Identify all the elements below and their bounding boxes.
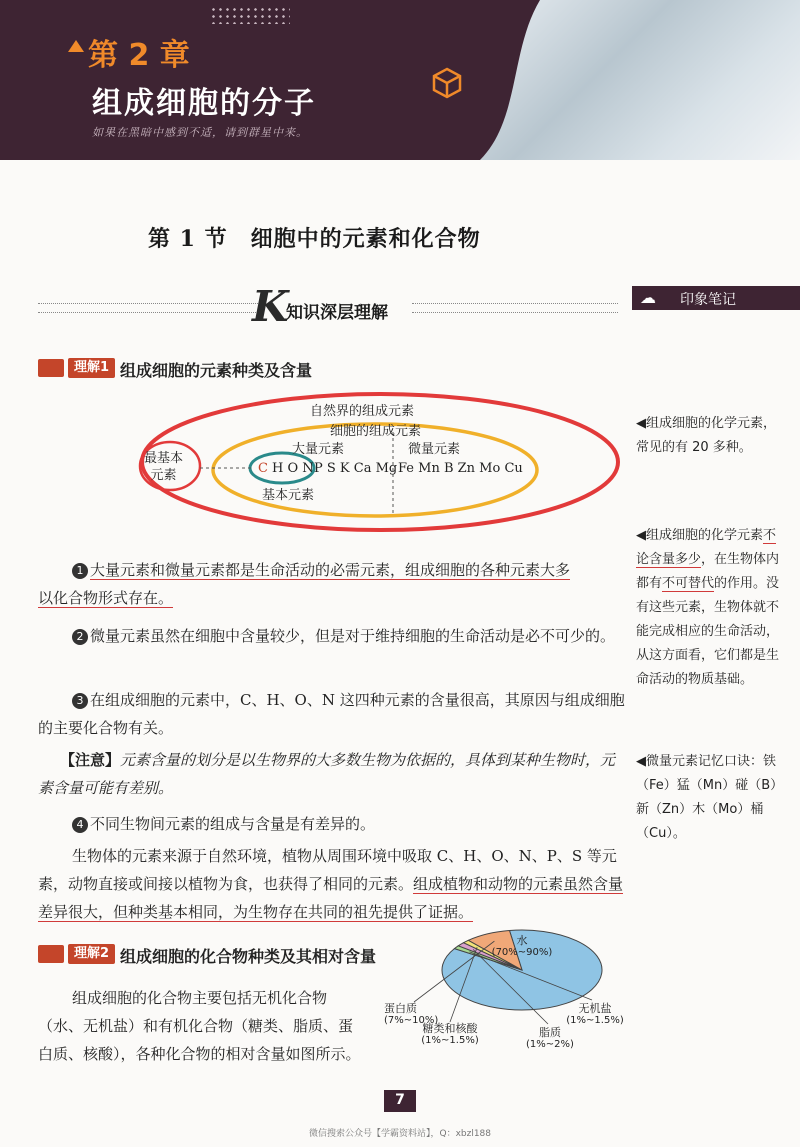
part2-text: 组成细胞的化合物主要包括无机化合物（水、无机盐）和有机化合物（糖类、脂质、蛋白质、核酸），各种化合物的相对含量如图所示。 [38,989,361,1063]
triangle-icon [68,40,84,52]
knowledge-bar-title: 知识深层理解 [286,303,388,323]
chapter-motto: 如果在黑暗中感到不适，请到群星中来。 [92,126,308,139]
lab-equipment-image [480,0,800,160]
book-icon [38,945,64,963]
cube-icon [430,66,464,100]
c-letter: C [258,461,268,476]
pie-label-0: 水 [516,934,528,947]
paragraph-4: 4 不同生物间元素的组成与含量是有差异的。 [38,810,628,838]
paragraph-3: 3 在组成细胞的元素中，C、H、O、N 这四种元素的含量很高，其原因与组成细胞的主要化合物有关。 [38,691,625,737]
macro-label: 大量元素 [292,442,345,457]
part1-title: 组成细胞的元素种类及含量 [120,361,313,380]
chapter-title: 组成细胞的分子 [92,86,316,121]
micro-elements: Fe Mn B Zn Mo Cu [398,461,523,476]
outer-label: 自然界的组成元素 [310,404,415,419]
pie-range-3: (1%~2%) [526,1039,574,1050]
part2-tag: 理解2 [68,944,115,964]
middle-label: 细胞的组成元素 [330,424,422,439]
paragraph-2: 2 微量元素虽然在细胞中含量较少，但是对于维持细胞的生命活动是必不可少的。 [38,622,628,650]
section-title: 第 1 节 细胞中的元素和化合物 [148,226,481,252]
part1-tag: 理解1 [68,358,115,378]
chapter-number: 第 2 章 [88,38,190,73]
pie-range-1: (7%~10%) [384,1015,439,1026]
pie-label-3: 脂质 [539,1026,561,1039]
basic-label: 最基本 元素 [144,451,184,483]
page-number: 7 [395,1092,405,1108]
book-icon [38,359,64,377]
pie-range-2: (1%~1.5%) [421,1035,479,1046]
note-paragraph: 【注意】元素含量的划分是以生物界的大多数生物为依据的，具体到某种生物时，元素含量可能有差别。 [38,751,616,797]
basic-elements-label: 基本元素 [262,488,315,503]
paragraph-5: 生物体的元素来源于自然环境，植物从周围环境中吸取 C、H、O、N、P、S 等元素，动物直接或间接以植物为食，也获得了相同的元素。组成植物和动物的元素虽然含量差异很大，但种类基本相同，为生物存在共同的祖先提供了证据。 [38,847,624,921]
macro-elements: P S K Ca Mg [314,461,398,476]
pie-range-4: (1%~1.5%) [566,1015,624,1026]
sidebar-note-1: ◀组成细胞的化学元素，常见的有 20 多种。 [636,416,776,455]
pie-label-4: 无机盐 [578,1002,612,1015]
note-bar-title: 印象笔记 [680,292,736,308]
micro-label: 微量元素 [408,442,461,457]
paragraph-1: 1 大量元素和微量元素都是生命活动的必需元素，组成细胞的各种元素大多 以化合物形式存在。 [38,561,571,607]
ghost-icon: ☁ [640,288,656,307]
dotted-divider [412,303,618,313]
hon-letters: H O N [272,461,314,476]
compound-pie-chart [370,920,630,1070]
pie-label-1: 蛋白质 [384,1002,417,1015]
sidebar-note-2: ◀组成细胞的化学元素不论含量多少，在生物体内都有不可替代的作用。没有这些元素，生物体就不能完成相应的生命活动，从这方面看，它们都是生命活动的物质基础。 [636,528,780,687]
k-logo: K [252,282,289,331]
dot-pattern [210,6,290,24]
dotted-divider [38,303,260,313]
part2-title: 组成细胞的化合物种类及其相对含量 [120,947,377,966]
pie-range-0: (70%~90%) [491,947,553,958]
pie-label-2: 糖类和核酸 [422,1022,478,1035]
sidebar-note-3: ◀微量元素记忆口诀：铁（Fe）猛（Mn）碰（B）新（Zn）木（Mo）桶（Cu）。 [636,754,784,841]
footer-text: 微信搜索公众号【学霸资料站】，Q：xbzl188 [308,1129,492,1139]
